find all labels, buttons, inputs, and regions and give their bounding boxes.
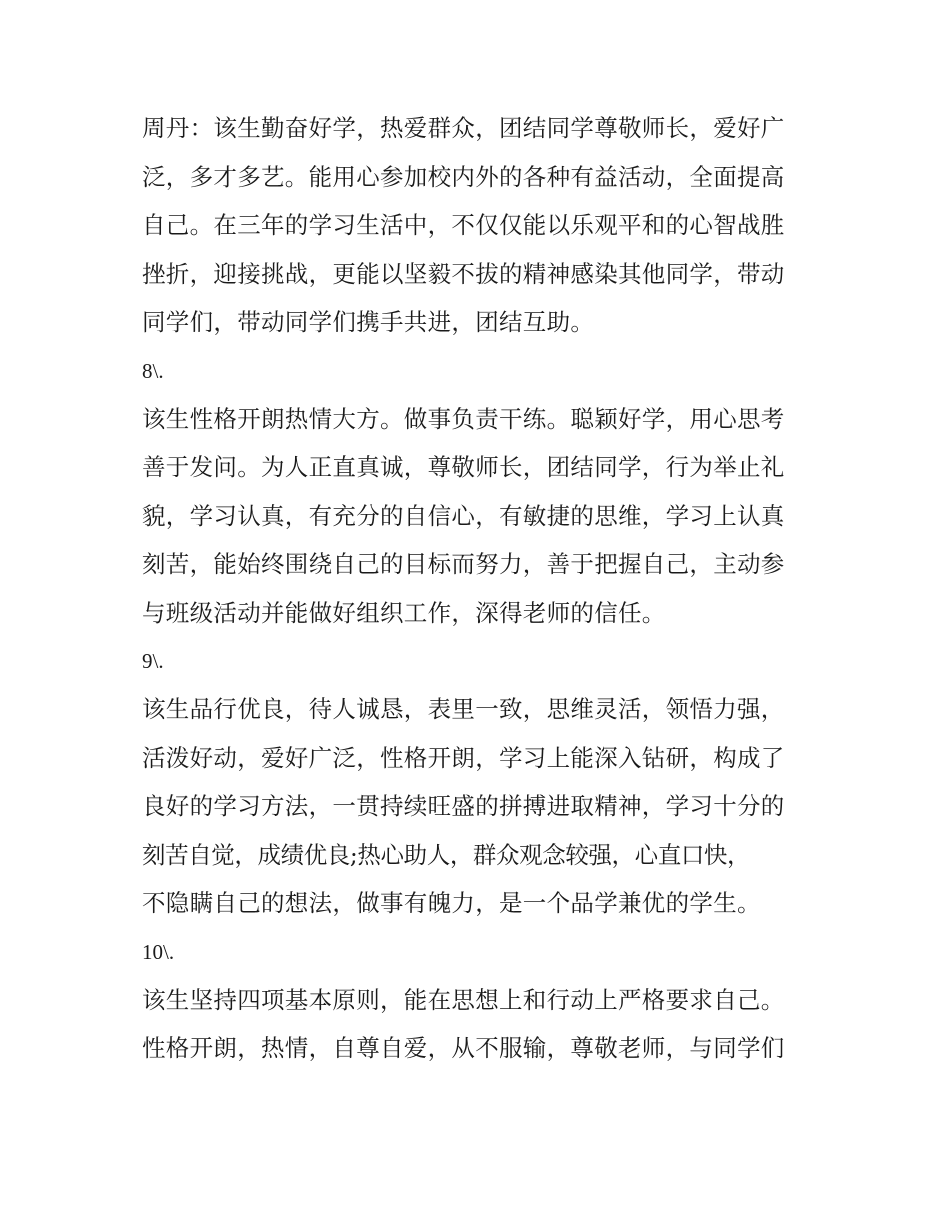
text-line: 与班级活动并能做好组织工作，深得老师的信任。: [142, 598, 666, 627]
text-line: 该生品行优良，待人诚恳，表里一致，思维灵活，领悟力强，: [142, 695, 785, 723]
item-number-10: 10\.: [142, 939, 175, 964]
item-number-8: 8\.: [142, 358, 164, 383]
item-number-9: 9\.: [142, 649, 164, 673]
text-line: 自己。在三年的学习生活中，不仅仅能以乐观平和的心智战胜: [142, 211, 785, 239]
text-line: 刻苦，能始终围绕自己的目标而努力，善于把握自己，主动参: [142, 550, 785, 578]
text-line: 该生性格开朗热情大方。做事负责干练。聪颖好学，用心思考: [142, 404, 785, 433]
document-body: [142, 104, 822, 1073]
text-line: 善于发问。为人正直真诚，尊敬师长，团结同学，行为举止礼: [142, 453, 785, 481]
text-line: 良好的学习方法，一贯持续旺盛的拼搏进取精神，学习十分的: [142, 792, 785, 820]
text-line: 性格开朗，热情，自尊自爱，从不服输，尊敬老师，与同学们: [142, 1034, 785, 1062]
paragraph-item-8: [142, 395, 822, 638]
text-line: 挫折，迎接挑战，更能以坚毅不拔的精神感染其他同学，带动: [142, 259, 785, 288]
text-line: 活泼好动，爱好广泛，性格开朗，学习上能深入钻研，构成了: [142, 743, 785, 772]
text-line: 貌，学习认真，有充分的自信心，有敏捷的思维，学习上认真: [142, 501, 785, 530]
text-line: 泛，多才多艺。能用心参加校内外的各种有益活动，全面提高: [142, 162, 785, 191]
text-line: 周丹：该生勤奋好学，热爱群众，团结同学尊敬师长，爱好广: [142, 114, 785, 142]
text-line: 不隐瞒自己的想法，做事有魄力，是一个品学兼优的学生。: [142, 889, 761, 917]
text-line: 同学们，带动同学们携手共进，团结互助。: [142, 308, 595, 336]
text-line: 刻苦自觉，成绩优良;热心助人，群众观念较强，心直口快，: [142, 840, 751, 869]
paragraph-item-9: [142, 685, 822, 928]
paragraph-zhou-dan: [142, 104, 822, 347]
paragraph-item-10: [142, 976, 822, 1073]
text-line: 该生坚持四项基本原则，能在思想上和行动上严格要求自己。: [142, 985, 785, 1014]
